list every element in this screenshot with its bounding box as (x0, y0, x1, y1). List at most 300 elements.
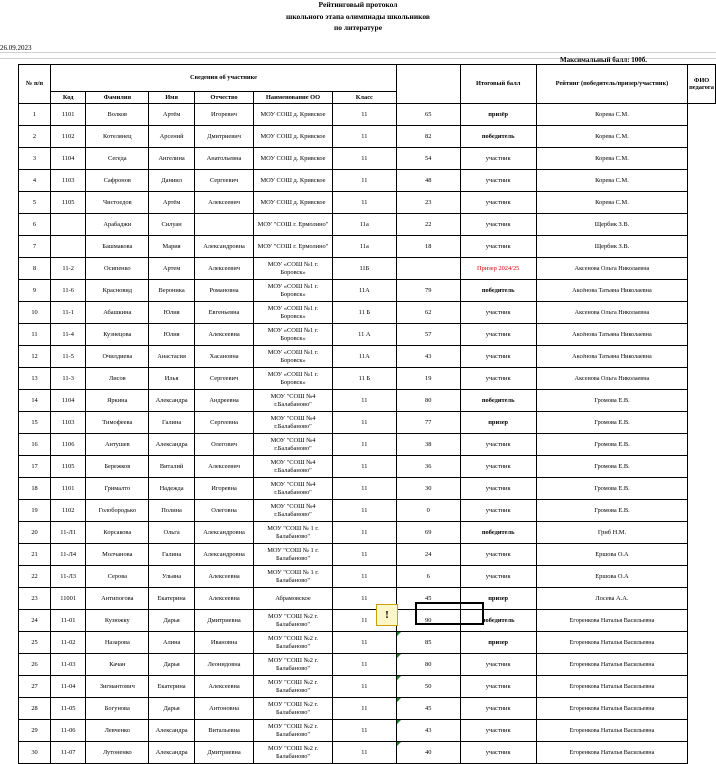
row-number[interactable]: 22 (19, 566, 51, 588)
total-score[interactable]: 57 (396, 324, 460, 346)
rating-status[interactable]: участник (460, 720, 536, 742)
rating-status[interactable]: победитель (460, 610, 536, 632)
rating-status[interactable]: победитель (460, 522, 536, 544)
col-header-grade[interactable]: Класс (332, 92, 396, 104)
total-score[interactable]: 79 (396, 280, 460, 302)
total-score[interactable]: 40 (396, 742, 460, 764)
col-header-grade-spacer[interactable] (396, 65, 460, 104)
total-score[interactable] (396, 258, 460, 280)
participant-surname[interactable]: Лутоненко (86, 742, 149, 764)
participant-name[interactable]: Даниил (149, 170, 195, 192)
row-number[interactable]: 28 (19, 698, 51, 720)
participant-code[interactable]: 11-01 (51, 610, 86, 632)
total-score[interactable]: 69 (396, 522, 460, 544)
participant-code[interactable]: 11-Л1 (51, 522, 86, 544)
rating-status[interactable]: участник (460, 478, 536, 500)
grade[interactable]: 11 (332, 148, 396, 170)
school-name[interactable]: МОУ "СОШ №2 г. Балабаново" (254, 742, 333, 764)
participant-surname[interactable]: Богунова (86, 698, 149, 720)
rating-status[interactable]: участник (460, 368, 536, 390)
participant-name[interactable]: Ольга (149, 522, 195, 544)
participant-code[interactable]: 11-Л3 (51, 566, 86, 588)
teacher-name[interactable]: Корева С.М. (536, 192, 687, 214)
row-number[interactable]: 24 (19, 610, 51, 632)
grade[interactable]: 11 (332, 412, 396, 434)
row-number[interactable]: 17 (19, 456, 51, 478)
teacher-name[interactable]: Корева С.М. (536, 148, 687, 170)
teacher-name[interactable]: Громова Е.В. (536, 390, 687, 412)
row-number[interactable]: 18 (19, 478, 51, 500)
participant-code[interactable]: 11-05 (51, 698, 86, 720)
school-name[interactable]: МОУ "СОШ №4 г.Балабаново" (254, 412, 333, 434)
row-number[interactable]: 9 (19, 280, 51, 302)
participant-code[interactable]: 1102 (51, 500, 86, 522)
school-name[interactable]: МОУ "СОШ №2 г. Балабаново" (254, 632, 333, 654)
participant-name[interactable]: Александра (149, 720, 195, 742)
participant-surname[interactable]: Голобородько (86, 500, 149, 522)
rating-status[interactable]: участник (460, 236, 536, 258)
col-header-surname[interactable]: Фамилия (86, 92, 149, 104)
row-number[interactable]: 30 (19, 742, 51, 764)
participant-surname[interactable]: Абашкина (86, 302, 149, 324)
school-name[interactable]: МОУ «СОШ №1 г. Боровск» (254, 302, 333, 324)
participant-patronymic[interactable]: Игоревна (194, 478, 253, 500)
participant-surname[interactable]: Осипенко (86, 258, 149, 280)
school-name[interactable]: МОУ "СОШ № 1 г. Балабаново" (254, 522, 333, 544)
col-header-patronymic[interactable]: Отчество (194, 92, 253, 104)
rating-status[interactable]: участник (460, 456, 536, 478)
teacher-name[interactable]: Громова Е.В. (536, 434, 687, 456)
school-name[interactable]: МОУ "СОШ №2 г. Балабаново" (254, 654, 333, 676)
rating-status[interactable]: участник (460, 566, 536, 588)
teacher-name[interactable]: Ершова О.А (536, 544, 687, 566)
participant-patronymic[interactable]: Алексеевич (194, 192, 253, 214)
rating-status[interactable]: участник (460, 324, 536, 346)
teacher-name[interactable]: Щербик З.В. (536, 214, 687, 236)
participant-name[interactable]: Екатерина (149, 676, 195, 698)
total-score[interactable]: 50 (396, 676, 460, 698)
participant-name[interactable]: Полина (149, 500, 195, 522)
school-name[interactable]: Абрамовское (254, 588, 333, 610)
participant-surname[interactable]: Лисов (86, 368, 149, 390)
rating-status[interactable]: участник (460, 192, 536, 214)
grade[interactable]: 11 (332, 742, 396, 764)
total-score[interactable]: 54 (396, 148, 460, 170)
total-score[interactable]: 62 (396, 302, 460, 324)
teacher-name[interactable]: Корева С.М. (536, 104, 687, 126)
grade[interactable]: 11 (332, 104, 396, 126)
grade[interactable]: 11А (332, 280, 396, 302)
grade[interactable]: 11 (332, 676, 396, 698)
participant-code[interactable]: 1103 (51, 412, 86, 434)
participant-surname[interactable]: Тимофеева (86, 412, 149, 434)
participant-name[interactable]: Виталий (149, 456, 195, 478)
grade[interactable]: 11 А (332, 324, 396, 346)
col-header-info[interactable]: Сведения об участнике (51, 65, 397, 92)
participant-code[interactable]: 11001 (51, 588, 86, 610)
school-name[interactable]: МОУ "СОШ г. Ермолино" (254, 214, 333, 236)
participant-patronymic[interactable]: Алексеевич (194, 456, 253, 478)
col-header-code[interactable]: Код (51, 92, 86, 104)
participant-name[interactable]: Артём (149, 104, 195, 126)
participant-name[interactable]: Дарья (149, 610, 195, 632)
row-number[interactable]: 7 (19, 236, 51, 258)
rating-status[interactable]: победитель (460, 280, 536, 302)
participant-code[interactable]: 11-4 (51, 324, 86, 346)
row-number[interactable]: 21 (19, 544, 51, 566)
rating-status[interactable]: победитель (460, 126, 536, 148)
participant-patronymic[interactable]: Дмитриевич (194, 126, 253, 148)
col-header-teacher[interactable]: ФИО педагога (688, 65, 716, 104)
total-score[interactable]: 43 (396, 720, 460, 742)
school-name[interactable]: МОУ "СОШ №2 г. Балабаново" (254, 698, 333, 720)
participant-patronymic[interactable]: Сергеевна (194, 412, 253, 434)
total-score[interactable]: 6 (396, 566, 460, 588)
participant-surname[interactable]: Антушев (86, 434, 149, 456)
row-number[interactable]: 1 (19, 104, 51, 126)
rating-status[interactable]: призер (460, 632, 536, 654)
participant-name[interactable]: Александра (149, 390, 195, 412)
teacher-name[interactable]: Егоренкова Наталья Васильевна (536, 742, 687, 764)
grade[interactable]: 11 (332, 610, 396, 632)
participant-patronymic[interactable]: Хасановна (194, 346, 253, 368)
protocol-date[interactable]: 26.09.2023 (0, 44, 32, 52)
col-header-num[interactable]: № п/п (19, 65, 51, 104)
grade[interactable]: 11 (332, 632, 396, 654)
col-header-rating[interactable]: Рейтинг (победитель/призер/участник) (536, 65, 687, 104)
teacher-name[interactable]: Ершова О.А (536, 566, 687, 588)
participant-patronymic[interactable]: Дмитриевна (194, 610, 253, 632)
total-score[interactable]: 36 (396, 456, 460, 478)
participant-surname[interactable]: Качан (86, 654, 149, 676)
participant-name[interactable]: Ангелина (149, 148, 195, 170)
participant-surname[interactable]: Зигмантович (86, 676, 149, 698)
participant-patronymic[interactable]: Олеговна (194, 500, 253, 522)
rating-status[interactable]: призер (460, 412, 536, 434)
participant-patronymic[interactable]: Александровна (194, 522, 253, 544)
total-score[interactable]: 22 (396, 214, 460, 236)
participant-surname[interactable]: Кузюжку (86, 610, 149, 632)
rating-status[interactable]: Призер 2024/25 (460, 258, 536, 280)
participant-surname[interactable]: Яркина (86, 390, 149, 412)
participant-code[interactable]: 11-02 (51, 632, 86, 654)
grade[interactable]: 11 (332, 434, 396, 456)
rating-status[interactable]: участник (460, 654, 536, 676)
school-name[interactable]: МОУ "СОШ № 1 г. Балабаново" (254, 544, 333, 566)
participant-surname[interactable]: Очилдиева (86, 346, 149, 368)
teacher-name[interactable]: Егоренкова Наталья Васильевна (536, 654, 687, 676)
participant-patronymic[interactable]: Александровна (194, 544, 253, 566)
participant-surname[interactable]: Корсакова (86, 522, 149, 544)
col-header-name[interactable]: Имя (149, 92, 195, 104)
school-name[interactable]: МОУ «СОШ №1 г. Боровск» (254, 258, 333, 280)
rating-status[interactable]: участник (460, 742, 536, 764)
participant-name[interactable]: Ульяна (149, 566, 195, 588)
participant-surname[interactable]: Молчанова (86, 544, 149, 566)
participant-patronymic[interactable]: Романовна (194, 280, 253, 302)
max-score[interactable]: Максимальный балл: 100б. (560, 56, 648, 64)
grade[interactable]: 11 (332, 500, 396, 522)
participant-patronymic[interactable]: Алексеевна (194, 566, 253, 588)
participant-name[interactable]: Надежда (149, 478, 195, 500)
grade[interactable]: 11 (332, 478, 396, 500)
participant-surname[interactable]: Волков (86, 104, 149, 126)
grade[interactable]: 11А (332, 346, 396, 368)
participant-patronymic[interactable]: Витальевна (194, 720, 253, 742)
participant-surname[interactable]: Башмакова (86, 236, 149, 258)
grade[interactable]: 11а (332, 236, 396, 258)
participant-patronymic[interactable]: Олегович (194, 434, 253, 456)
rating-status[interactable]: участник (460, 148, 536, 170)
school-name[interactable]: МОУ "СОШ №4 г.Балабаново" (254, 434, 333, 456)
teacher-name[interactable]: Громова Е.В. (536, 478, 687, 500)
school-name[interactable]: МОУ "СОШ №4 г.Балабаново" (254, 500, 333, 522)
total-score[interactable]: 45 (396, 698, 460, 720)
participant-code[interactable]: 1105 (51, 192, 86, 214)
participant-patronymic[interactable] (194, 214, 253, 236)
participant-surname[interactable]: Сафронов (86, 170, 149, 192)
school-name[interactable]: МОУ "СОШ №4 г.Балабаново" (254, 478, 333, 500)
row-number[interactable]: 15 (19, 412, 51, 434)
row-number[interactable]: 4 (19, 170, 51, 192)
row-number[interactable]: 12 (19, 346, 51, 368)
participant-patronymic[interactable]: Дмитриевна (194, 742, 253, 764)
grade[interactable]: 11 (332, 588, 396, 610)
teacher-name[interactable]: Аксенова Ольга Николаевна (536, 368, 687, 390)
participant-name[interactable]: Силуан (149, 214, 195, 236)
participant-code[interactable] (51, 236, 86, 258)
participant-name[interactable]: Юлия (149, 302, 195, 324)
participant-surname[interactable]: Назарова (86, 632, 149, 654)
participant-name[interactable]: Галина (149, 544, 195, 566)
participant-code[interactable]: 1103 (51, 170, 86, 192)
teacher-name[interactable]: Щербик З.В. (536, 236, 687, 258)
total-score[interactable]: 38 (396, 434, 460, 456)
row-number[interactable]: 27 (19, 676, 51, 698)
participant-code[interactable]: 11-06 (51, 720, 86, 742)
participant-surname[interactable]: Серова (86, 566, 149, 588)
participant-code[interactable]: 11-6 (51, 280, 86, 302)
teacher-name[interactable]: Громова Е.В. (536, 456, 687, 478)
school-name[interactable]: МОУ СОШ д. Кривское (254, 148, 333, 170)
total-score[interactable]: 77 (396, 412, 460, 434)
row-number[interactable]: 11 (19, 324, 51, 346)
total-score[interactable]: 18 (396, 236, 460, 258)
school-name[interactable]: МОУ СОШ д. Кривское (254, 104, 333, 126)
row-number[interactable]: 8 (19, 258, 51, 280)
total-score[interactable]: 80 (396, 654, 460, 676)
teacher-name[interactable]: Егоренкова Наталья Васильевна (536, 698, 687, 720)
participant-patronymic[interactable]: Анатольевна (194, 148, 253, 170)
total-score[interactable]: 85 (396, 632, 460, 654)
rating-status[interactable]: победитель (460, 390, 536, 412)
total-score[interactable]: 65 (396, 104, 460, 126)
participant-code[interactable]: 1101 (51, 104, 86, 126)
participant-code[interactable]: 1102 (51, 126, 86, 148)
teacher-name[interactable]: Громова Е.В. (536, 412, 687, 434)
rating-status[interactable]: участник (460, 676, 536, 698)
rating-status[interactable]: участник (460, 214, 536, 236)
row-number[interactable]: 20 (19, 522, 51, 544)
total-score[interactable]: 43 (396, 346, 460, 368)
school-name[interactable]: МОУ "СОШ №4 г.Балабаново" (254, 456, 333, 478)
grade[interactable]: 11 (332, 126, 396, 148)
teacher-name[interactable]: Егоренкова Наталья Васильевна (536, 610, 687, 632)
participant-code[interactable]: 1104 (51, 148, 86, 170)
grade[interactable]: 11 (332, 698, 396, 720)
participant-code[interactable]: 11-3 (51, 368, 86, 390)
participant-code[interactable]: 1106 (51, 434, 86, 456)
participant-code[interactable]: 11-07 (51, 742, 86, 764)
row-number[interactable]: 13 (19, 368, 51, 390)
participant-code[interactable]: 1101 (51, 478, 86, 500)
total-score[interactable]: 80 (396, 390, 460, 412)
school-name[interactable]: МОУ "СОШ №2 г. Балабаново" (254, 720, 333, 742)
grade[interactable]: 11 (332, 192, 396, 214)
participant-patronymic[interactable]: Ивановна (194, 632, 253, 654)
participant-surname[interactable]: Арабаджи (86, 214, 149, 236)
warning-icon[interactable]: ! (376, 604, 398, 626)
participant-patronymic[interactable]: Алексеевна (194, 676, 253, 698)
total-score[interactable]: 48 (396, 170, 460, 192)
rating-status[interactable]: участник (460, 500, 536, 522)
col-header-total[interactable]: Итоговый балл (460, 65, 536, 104)
teacher-name[interactable]: Егоренкова Наталья Васильевна (536, 676, 687, 698)
grade[interactable]: 11 (332, 654, 396, 676)
participant-code[interactable]: 11-03 (51, 654, 86, 676)
participant-patronymic[interactable]: Алексеевна (194, 588, 253, 610)
participant-patronymic[interactable]: Алексеевич (194, 258, 253, 280)
school-name[interactable]: МОУ "СОШ №2 г. Балабаново" (254, 676, 333, 698)
participant-name[interactable]: Дарья (149, 698, 195, 720)
rating-status[interactable]: призёр (460, 104, 536, 126)
participant-name[interactable]: Артём (149, 192, 195, 214)
participant-name[interactable]: Екатерина (149, 588, 195, 610)
row-number[interactable]: 2 (19, 126, 51, 148)
total-score[interactable]: 23 (396, 192, 460, 214)
participant-code[interactable]: 1105 (51, 456, 86, 478)
teacher-name[interactable]: Аксенова Ольга Николаевна (536, 302, 687, 324)
school-name[interactable]: МОУ "СОШ г. Ермолино" (254, 236, 333, 258)
row-number[interactable]: 26 (19, 654, 51, 676)
row-number[interactable]: 6 (19, 214, 51, 236)
participant-name[interactable]: Арсений (149, 126, 195, 148)
school-name[interactable]: МОУ «СОШ №1 г. Боровск» (254, 324, 333, 346)
participant-patronymic[interactable]: Андреевна (194, 390, 253, 412)
participant-patronymic[interactable]: Леонидовна (194, 654, 253, 676)
rating-status[interactable]: участник (460, 698, 536, 720)
selected-cell[interactable] (415, 602, 484, 625)
total-score[interactable]: 90 (396, 610, 460, 632)
participant-name[interactable]: Илья (149, 368, 195, 390)
school-name[interactable]: МОУ СОШ д. Кривское (254, 170, 333, 192)
participant-patronymic[interactable]: Алексеевна (194, 324, 253, 346)
grade[interactable]: 11 (332, 390, 396, 412)
teacher-name[interactable]: Аксенова Ольга Николаевна (536, 258, 687, 280)
row-number[interactable]: 14 (19, 390, 51, 412)
school-name[interactable]: МОУ "СОШ № 1 г. Балабаново" (254, 566, 333, 588)
school-name[interactable]: МОУ «СОШ №1 г. Боровск» (254, 346, 333, 368)
row-number[interactable]: 23 (19, 588, 51, 610)
participant-patronymic[interactable]: Евгеньевна (194, 302, 253, 324)
participant-code[interactable] (51, 214, 86, 236)
participant-code[interactable]: 11-1 (51, 302, 86, 324)
teacher-name[interactable]: Корева С.М. (536, 126, 687, 148)
participant-name[interactable]: Анастасия (149, 346, 195, 368)
grade[interactable]: 11а (332, 214, 396, 236)
grade[interactable]: 11Б (332, 258, 396, 280)
participant-surname[interactable]: Левченко (86, 720, 149, 742)
participant-code[interactable]: 11-2 (51, 258, 86, 280)
grade[interactable]: 11 (332, 170, 396, 192)
participant-surname[interactable]: Красновид (86, 280, 149, 302)
rating-status[interactable]: участник (460, 170, 536, 192)
grade[interactable]: 11 (332, 544, 396, 566)
row-number[interactable]: 10 (19, 302, 51, 324)
teacher-name[interactable]: Громова Е.В. (536, 500, 687, 522)
school-name[interactable]: МОУ «СОШ №1 г. Боровск» (254, 280, 333, 302)
rating-status[interactable]: участник (460, 346, 536, 368)
participant-surname[interactable]: Кузнецова (86, 324, 149, 346)
school-name[interactable]: МОУ СОШ д. Кривское (254, 126, 333, 148)
row-number[interactable]: 3 (19, 148, 51, 170)
participant-name[interactable]: Алина (149, 632, 195, 654)
teacher-name[interactable]: Егоренкова Наталья Васильевна (536, 632, 687, 654)
school-name[interactable]: МОУ "СОШ №2 г. Балабаново" (254, 610, 333, 632)
total-score[interactable]: 0 (396, 500, 460, 522)
teacher-name[interactable]: Аксёнова Татьяна Николаевна (536, 324, 687, 346)
grade[interactable]: 11 Б (332, 368, 396, 390)
school-name[interactable]: МОУ СОШ д. Кривское (254, 192, 333, 214)
total-score[interactable]: 24 (396, 544, 460, 566)
participant-patronymic[interactable]: Сергеевич (194, 170, 253, 192)
participant-patronymic[interactable]: Сергеевич (194, 368, 253, 390)
row-number[interactable]: 29 (19, 720, 51, 742)
row-number[interactable]: 25 (19, 632, 51, 654)
participant-name[interactable]: Дарья (149, 654, 195, 676)
row-number[interactable]: 5 (19, 192, 51, 214)
rating-status[interactable]: участник (460, 434, 536, 456)
col-header-school[interactable]: Наименование ОО (254, 92, 333, 104)
grade[interactable]: 11 Б (332, 302, 396, 324)
participant-surname[interactable]: Сегеда (86, 148, 149, 170)
total-score[interactable]: 30 (396, 478, 460, 500)
participant-code[interactable]: 1104 (51, 390, 86, 412)
teacher-name[interactable]: Гриб Н.М. (536, 522, 687, 544)
participant-surname[interactable]: Котелянец (86, 126, 149, 148)
participant-name[interactable]: Мария (149, 236, 195, 258)
participant-name[interactable]: Артем (149, 258, 195, 280)
participant-patronymic[interactable]: Антоновна (194, 698, 253, 720)
row-number[interactable]: 19 (19, 500, 51, 522)
participant-name[interactable]: Галина (149, 412, 195, 434)
total-score[interactable]: 19 (396, 368, 460, 390)
total-score[interactable]: 82 (396, 126, 460, 148)
participant-name[interactable]: Юлия (149, 324, 195, 346)
total-score[interactable]: 45 (396, 588, 460, 610)
rating-status[interactable]: участник (460, 302, 536, 324)
participant-surname[interactable]: Грималто (86, 478, 149, 500)
participant-surname[interactable]: Антипогова (86, 588, 149, 610)
participant-surname[interactable]: Бережков (86, 456, 149, 478)
teacher-name[interactable]: Лосева А.А. (536, 588, 687, 610)
teacher-name[interactable]: Аксёнова Татьяна Николаевна (536, 346, 687, 368)
row-number[interactable]: 16 (19, 434, 51, 456)
participant-name[interactable]: Александра (149, 742, 195, 764)
participant-surname[interactable]: Чистоедов (86, 192, 149, 214)
participant-code[interactable]: 11-04 (51, 676, 86, 698)
participant-name[interactable]: Вероника (149, 280, 195, 302)
